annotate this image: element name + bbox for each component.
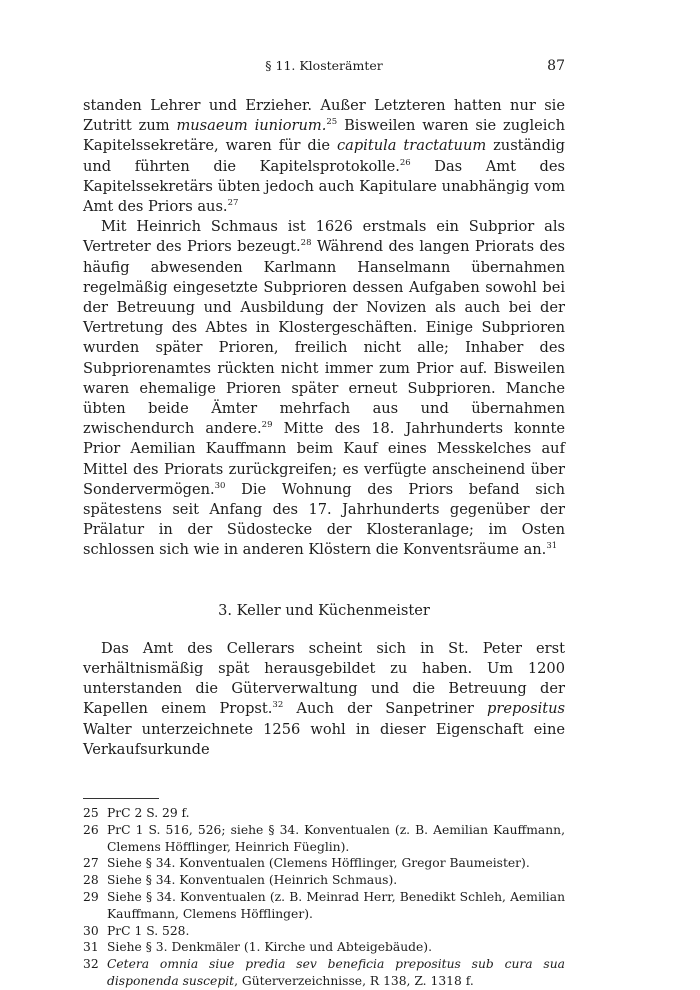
section-heading: 3. Keller und Küchenmeister [218,601,430,619]
footnote-ref-31: 31 [546,541,558,552]
footnote-32: 32 Cetera omnia siue predia sev beneficia prepositus sub cura sua disponenda suscepit, Güterverzeichnisse, R 138, Z. 1318 f. [83,957,565,989]
main-text [83,96,565,760]
footnote-ref-28: 28 [300,238,312,249]
footnote-ref-27: 27 [227,198,239,209]
footnote-27: 27 Siehe § 34. Konventualen (Clemens Höfflinger, Gregor Baumeister). [83,856,530,871]
footnote-ref-25: 25 [326,117,338,128]
footnote-ref-30: 30 [214,481,226,491]
paragraph-2: Mit Heinrich Schmaus ist 1626 erstmals ein Subprior als Vertreter des Priors bezeugt.$^{28}$ Während des langen Priorats des häufig abwesenden Karlmann Hanselmann übernahmen regelmäßig eingesetzte Subprioren dessen Aufgaben sowohl bei der Betreuung und Ausbildung der Novizen als auch bei der Vertretung des Abtes in Klostergeschäften. Einige Subprioren wurden später Prioren, freilich nicht alle; Inhaber des Subpriorenamtes rückten nicht immer zum Prior auf. Bisweilen waren ehemalige Prioren später erneut Subprioren. Manche übten beide Ämter mehrfach aus und übernahmen zwischendurch andere.$^{29}$ Mitte des 18. Jahrhunderts konnte Prior Aemilian Kauffmann beim Kauf eines Messkelches auf Mittel des Priorats zurückgreifen; es verfügte anscheinend über Sondervermögen.$^{30}$ Die Wohnung des Priors befand sich spätestens seit Anfang des 17. Jahrhunderts gegenüber der Prälatur in der Südostecke der Klosteranlage; im Osten schlossen sich wie in anderen Klöstern die Konventsräume an.$^{31}$ [83,218,565,559]
page-number: 87 [547,58,565,74]
footnote-28: 28 Siehe § 34. Konventualen (Heinrich Schmaus). [83,873,398,888]
book-page [83,58,565,990]
footnote-29: 29 Siehe § 34. Konventualen (z. B. Meinrad Herr, Benedikt Schleh, Aemilian Kauffmann, Clemens Höfflinger). [83,890,565,921]
running-header [83,58,565,82]
footnote-25: 25 PrC 2 S. 29 f. [83,806,190,821]
running-header-title: § 11. Klosterämter [265,58,383,73]
paragraph-1: standen Lehrer und Erzieher. Außer Letzteren hatten nur sie Zutritt zum musaeum iuniorum.$^{25}$ Bisweilen waren sie zugleich Kapitelssekretäre, waren für die capitula tractatuum zuständig und führten die Kapitelsprotokolle.$^{26}$ Das Amt des Kapitelssekretärs übten jedoch auch Kapitulare unabhängig vom Amt des Priors aus.$^{27}$ [83,97,566,216]
paragraph-3: Das Amt des Cellerars scheint sich in St. Peter erst verhältnismäßig spät herausgebildet zu haben. Um 1200 unterstanden die Güterverwaltung und die Betreuung der Kapellen einem Propst.$^{32}$ Auch der Sanpetriner prepositus Walter unterzeichnete 1256 wohl in dieser Eigenschaft eine Verkaufsurkunde [83,639,565,758]
footnote-31: 31 Siehe § 3. Denkmäler (1. Kirche und Abteigebäude). [83,940,433,955]
footnote-ref-26: 26 [399,157,411,168]
footnote-30: 30 PrC 1 S. 528. [83,923,190,938]
footnote-divider [83,798,159,799]
footnote-ref-29: 29 [261,420,273,431]
footnote-ref-32: 32 [272,700,284,711]
footnotes [83,805,565,990]
footnote-26: 26 PrC 1 S. 516, 526; siehe § 34. Konventualen (z. B. Aemilian Kauffmann, Clemens Höfflinger, Heinrich Füeglin). [83,822,565,854]
